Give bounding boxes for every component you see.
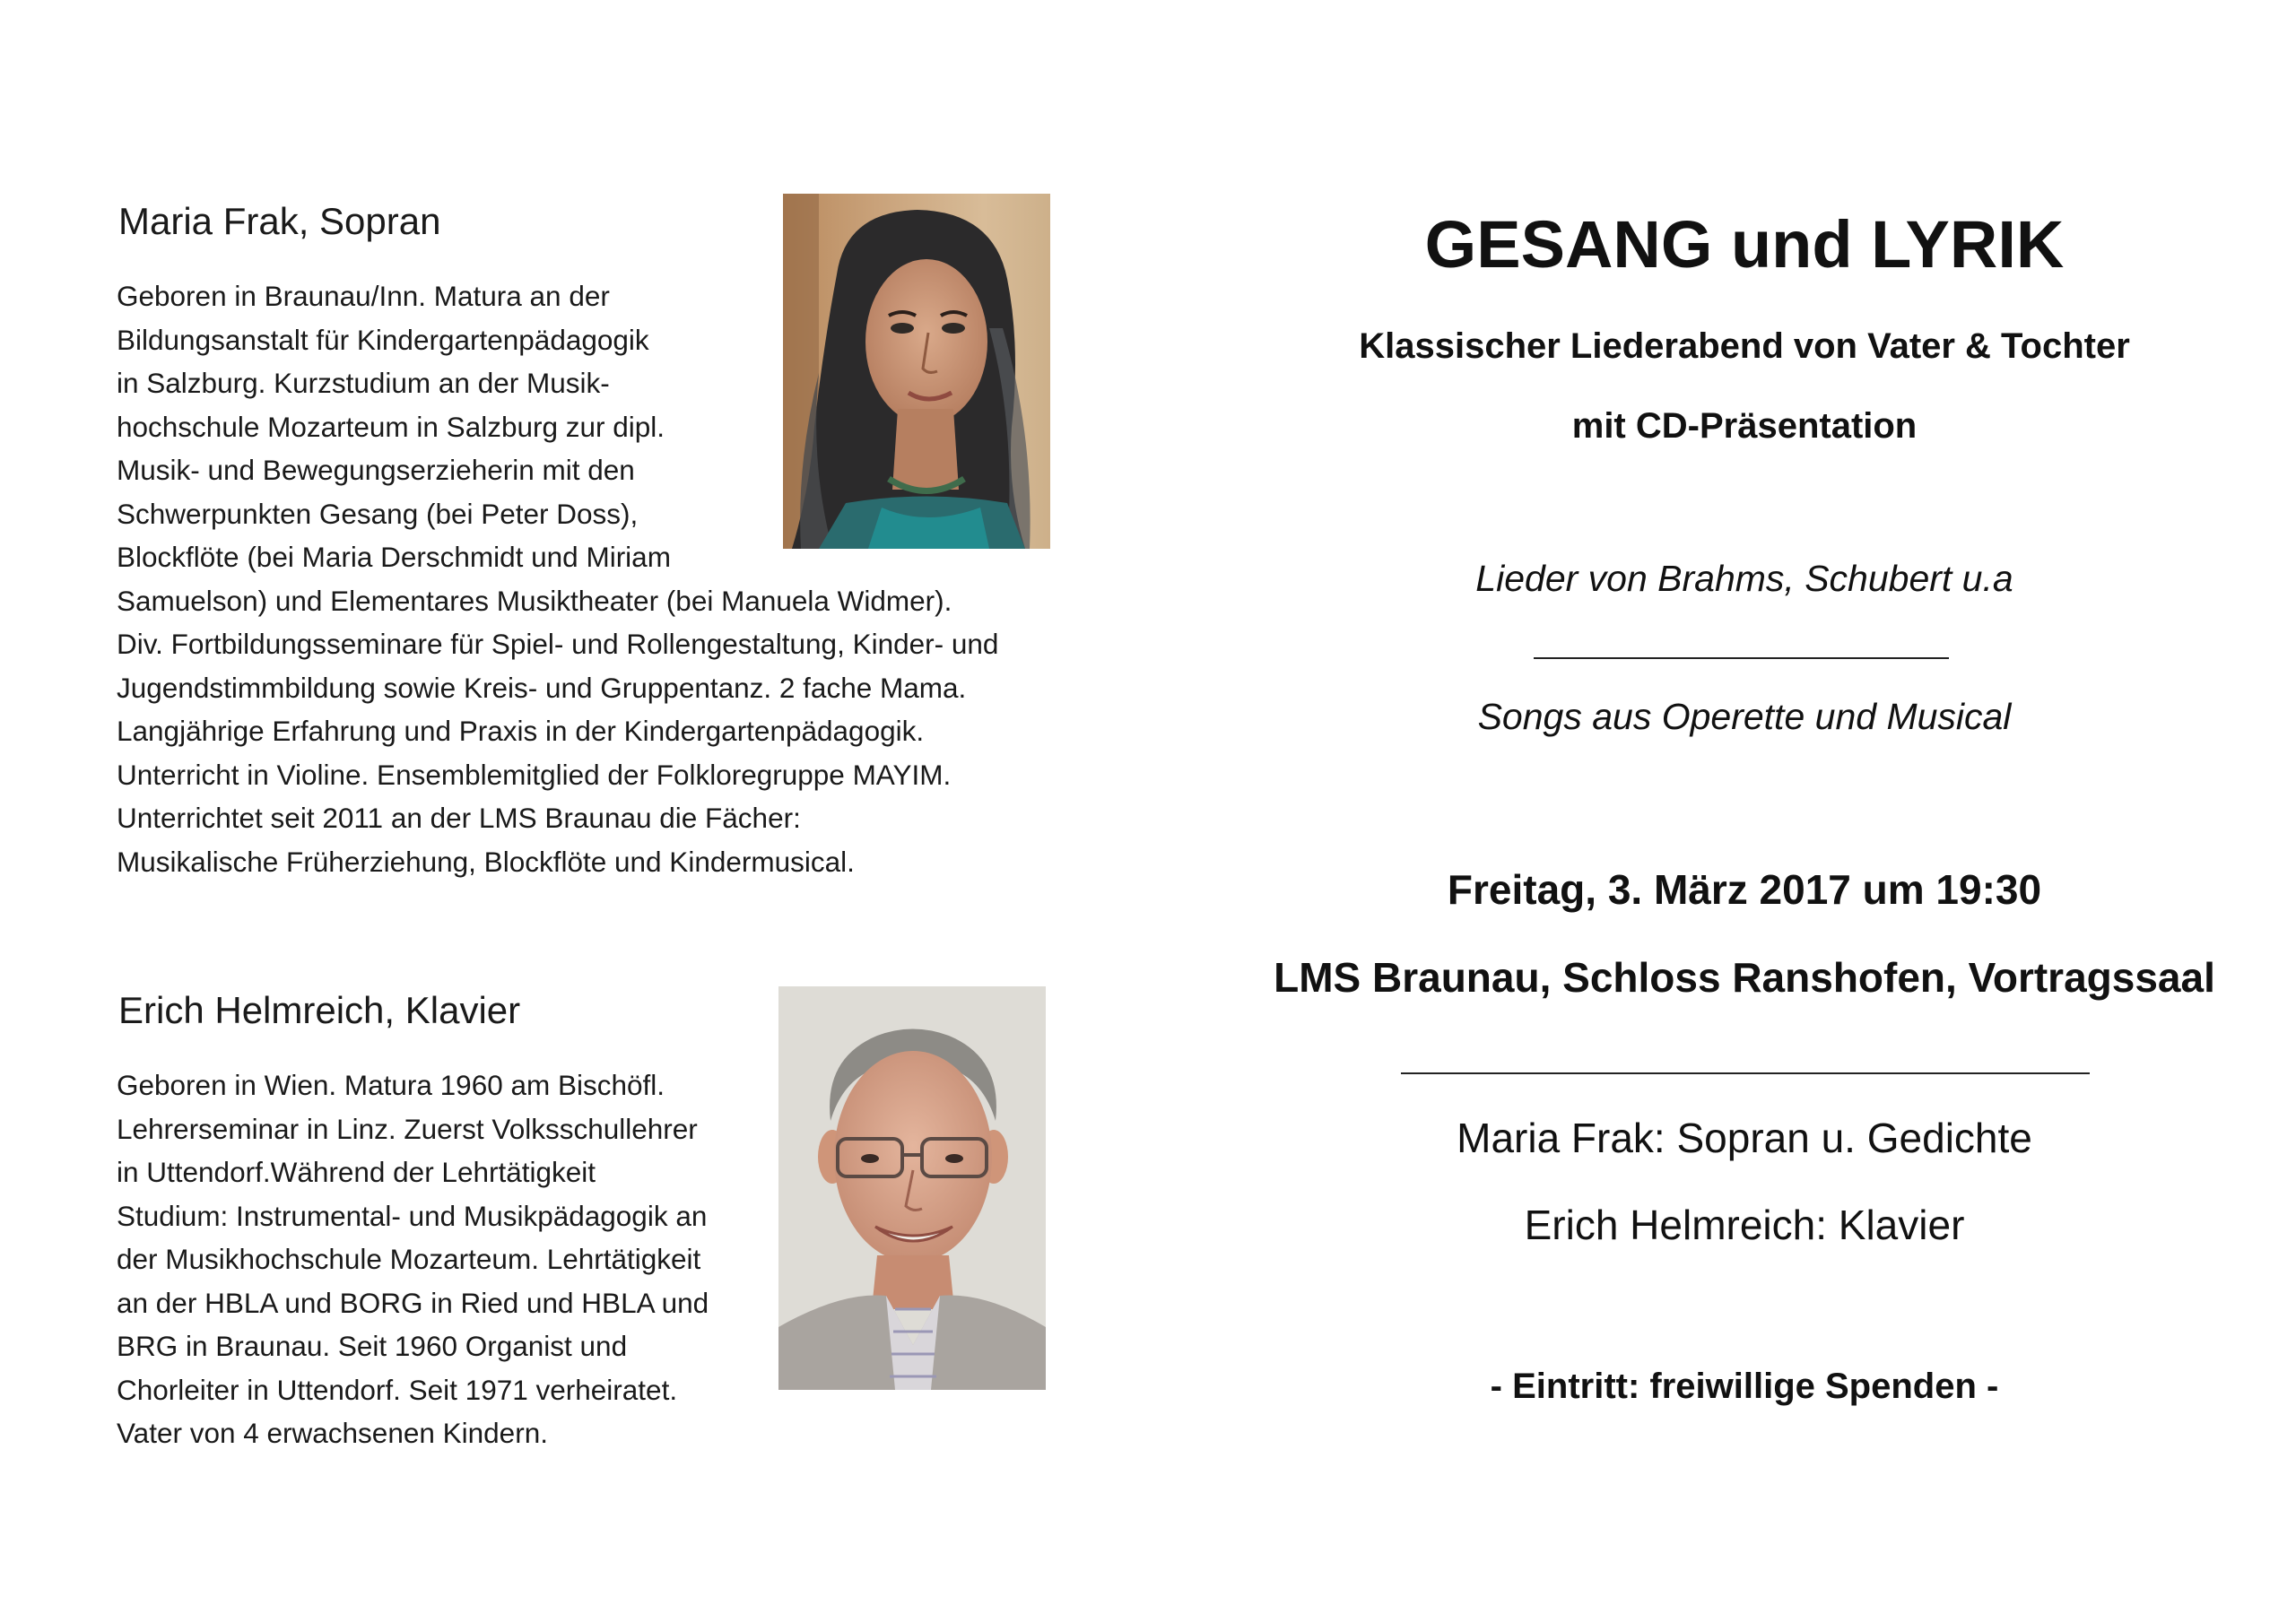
bio-line: Geboren in Wien. Matura 1960 am Bischöfl. xyxy=(117,1069,665,1101)
bio-line: Musik- und Bewegungserzieherin mit den xyxy=(117,454,635,486)
program-classical: Lieder von Brahms, Schubert u.a xyxy=(1475,558,2013,599)
bio-line: Musikalische Früherziehung, Blockflöte und Kindermusical. xyxy=(117,845,855,878)
bio-line: hochschule Mozarteum in Salzburg zur dipl. xyxy=(117,410,665,443)
portrait-erich-helmreich xyxy=(778,986,1046,1390)
event-datetime: Freitag, 3. März 2017 um 19:30 xyxy=(1447,866,2042,913)
event-subtitle: Klassischer Liederabend von Vater & Tochter xyxy=(1359,326,2130,366)
bio-line: BRG in Braunau. Seit 1960 Organist und xyxy=(117,1330,628,1362)
program-songs: Songs aus Operette und Musical xyxy=(1477,696,2012,737)
bio-line: Div. Fortbildungsseminare für Spiel- und Rollengestaltung, Kinder- und xyxy=(117,628,999,660)
bio-line: Schwerpunkten Gesang (bei Peter Doss), xyxy=(117,497,639,530)
divider-performers xyxy=(1401,1072,2090,1074)
bio-line: Unterrichtet seit 2011 an der LMS Braunau die Fächer: xyxy=(117,802,801,834)
bio-line: an der HBLA und BORG in Ried und HBLA und xyxy=(117,1286,709,1319)
bio-line: Studium: Instrumental- und Musikpädagogik an xyxy=(117,1199,708,1232)
bio-line: Geboren in Braunau/Inn. Matura an der xyxy=(117,280,610,312)
portrait-maria-illustration xyxy=(783,194,1050,549)
bio-line: in Salzburg. Kurzstudium an der Musik- xyxy=(117,367,610,399)
bio-line: in Uttendorf.Während der Lehrtätigkeit xyxy=(117,1156,596,1188)
divider-program xyxy=(1534,657,1949,659)
bio-line: Lehrerseminar in Linz. Zuerst Volksschullehrer xyxy=(117,1112,698,1145)
bio-line: Chorleiter in Uttendorf. Seit 1971 verheiratet. xyxy=(117,1373,678,1406)
performer-soprano: Maria Frak: Sopran u. Gedichte xyxy=(1457,1115,2032,1161)
bio-line: Vater von 4 erwachsenen Kindern. xyxy=(117,1417,548,1449)
event-title: GESANG und LYRIK xyxy=(1424,207,2065,282)
performer-piano: Erich Helmreich: Klavier xyxy=(1524,1202,1965,1248)
portrait-maria-frak xyxy=(783,194,1050,549)
bio-line: Bildungsanstalt für Kindergartenpädagogik xyxy=(117,323,649,356)
portrait-erich-illustration xyxy=(778,986,1046,1390)
bio-line: Unterricht in Violine. Ensemblemitglied der Folkloregruppe MAYIM. xyxy=(117,758,952,791)
event-venue: LMS Braunau, Schloss Ranshofen, Vortragssaal xyxy=(1274,954,2215,1001)
bio-name-erich: Erich Helmreich, Klavier xyxy=(118,989,521,1031)
bio-name-maria: Maria Frak, Sopran xyxy=(118,200,441,242)
event-subtitle-cd: mit CD-Präsentation xyxy=(1571,406,1918,446)
bio-line: Jugendstimmbildung sowie Kreis- und Gruppentanz. 2 fache Mama. xyxy=(117,671,967,704)
bio-line: Blockflöte (bei Maria Derschmidt und Miriam xyxy=(117,541,671,573)
bio-line: Samuelson) und Elementares Musiktheater (bei Manuela Widmer). xyxy=(117,584,952,617)
event-entry-note: - Eintritt: freiwillige Spenden - xyxy=(1490,1367,1999,1406)
bio-line: Langjährige Erfahrung und Praxis in der Kindergartenpädagogik. xyxy=(117,715,925,747)
bio-line: der Musikhochschule Mozarteum. Lehrtätigkeit xyxy=(117,1243,701,1275)
